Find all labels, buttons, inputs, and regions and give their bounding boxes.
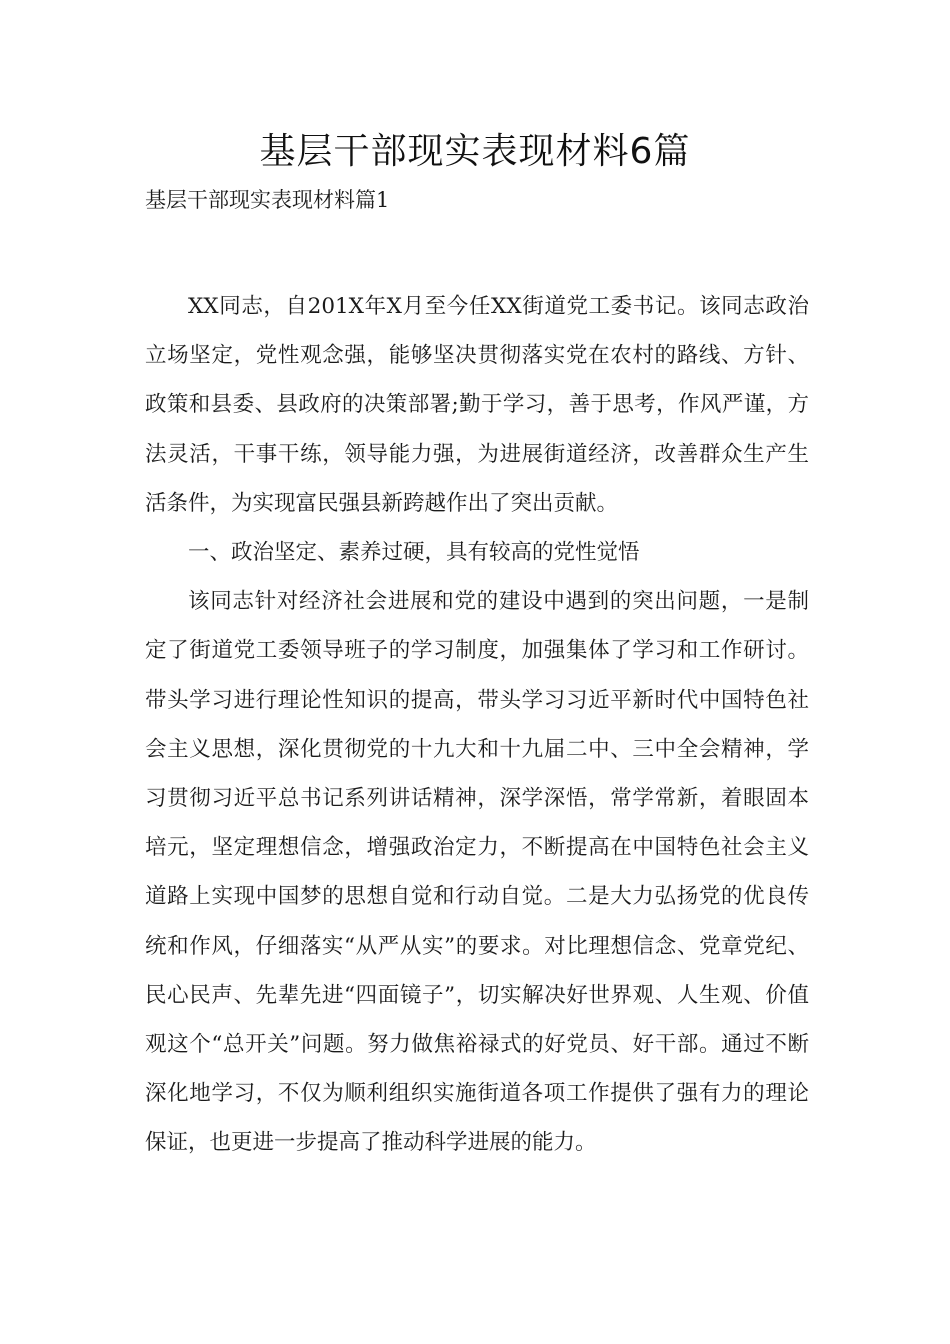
document-body xyxy=(145,282,809,1168)
paragraph-intro: XX同志，自201X年X月至今任XX街道党工委书记。该同志政治立场坚定，党性观念强，能够坚决贯彻落实党在农村的路线、方针、政策和县委、县政府的决策部署;勤于学习，善于思考，作风严谨，方法灵活，干事干练，领导能力强，为进展街道经济，改善群众生产生活条件，为实现富民强县新跨越作出了突出贡献。 xyxy=(145,294,809,516)
section-heading: 一、政治坚定、素养过硬，具有较高的党性觉悟 xyxy=(188,540,640,566)
document-title: 基层干部现实表现材料6篇 xyxy=(259,131,691,172)
document-subtitle: 基层干部现实表现材料篇1 xyxy=(145,188,390,212)
paragraph-section-1: 该同志针对经济社会进展和党的建设中遇到的突出问题，一是制定了街道党工委领导班子的学习制度，加强集体了学习和工作研讨。带头学习进行理论性知识的提高，带头学习习近平新时代中国特色社会主义思想，深化贯彻党的十九大和十九届二中、三中全会精神，学习贯彻习近平总书记系列讲话精神，深学深悟，常学常新，着眼固本培元，坚定理想信念，增强政治定力，不断提高在中国特色社会主义道路上实现中国梦的思想自觉和行动自觉。二是大力弘扬党的优良传统和作风，仔细落实“从严从实”的要求。对比理想信念、党章党纪、民心民声、先辈先进“四面镜子”，切实解决好世界观、人生观、价值观这个“总开关”问题。努力做焦裕禄式的好党员、好干部。通过不断深化地学习，不仅为顺利组织实施街道各项工作提供了强有力的理论保证，也更进一步提高了推动科学进展的能力。 xyxy=(145,589,809,1156)
